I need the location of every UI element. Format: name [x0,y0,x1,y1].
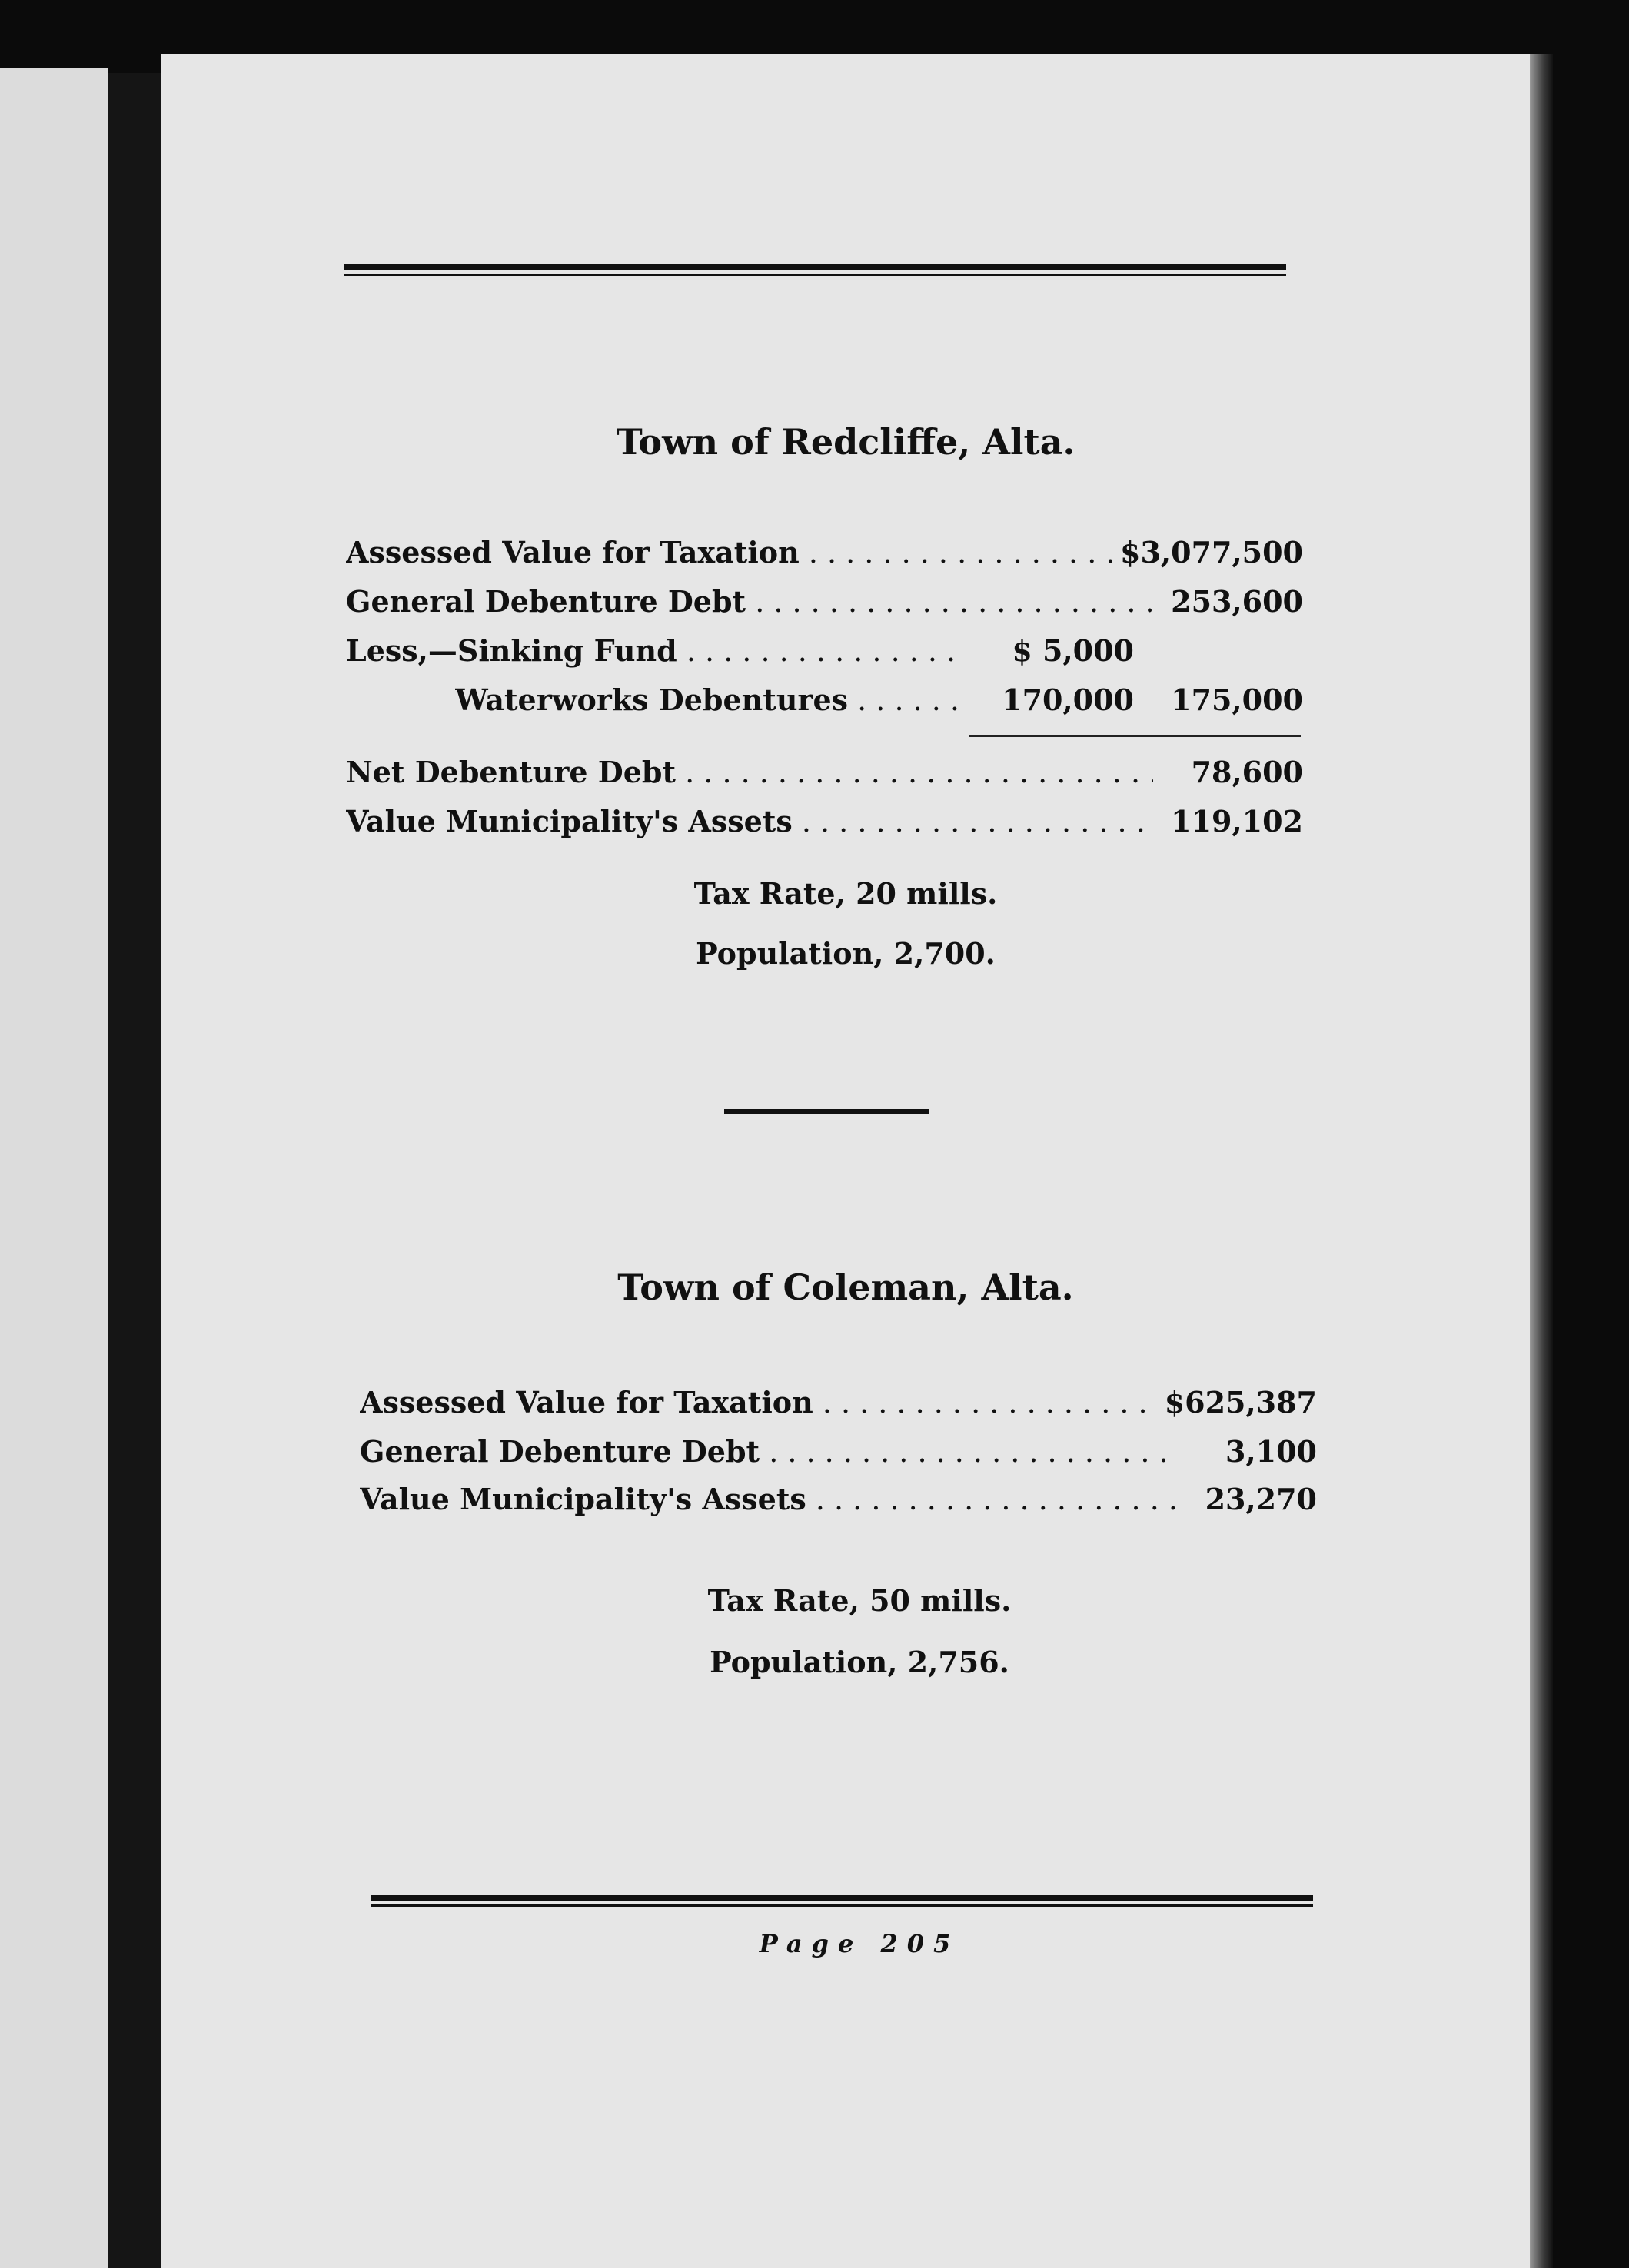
coleman-title: Town of Coleman, Alta. [617,1267,1074,1308]
redcliffe-tax-rate: Tax Rate, 20 mills. [693,876,998,911]
top-double-rule [344,264,1286,276]
left-page-edge [0,68,108,2268]
row-label: Assessed Value for Taxation . . . [346,532,1153,573]
redcliffe-row-general-debt [346,581,1303,623]
coleman-row-assets [360,1479,1317,1520]
row-label: General Debenture Debt . . . [346,581,1153,623]
coleman-tax-rate: Tax Rate, 50 mills. [707,1583,1012,1618]
row-amount: 78,600 [1184,752,1303,793]
document-page [161,54,1530,2268]
binding-gutter [108,73,161,2268]
row-subamount: $ 5,000 [1004,630,1134,672]
row-amount: $625,387 [1157,1382,1317,1423]
bottom-double-rule [371,1895,1313,1907]
row-label: Less,—Sinking Fund . . . [346,630,961,672]
row-label: Waterworks Debentures . . . [455,679,961,721]
page-number: Page 205 [759,1929,960,1958]
redcliffe-row-sinking-fund [346,630,1303,672]
row-label: Value Municipality's Assets . . . [346,801,1153,842]
redcliffe-row-assets [346,801,1303,842]
row-amount: 23,270 [1198,1479,1317,1520]
coleman-row-assessed [360,1382,1317,1423]
coleman-row-general-debt [360,1431,1317,1473]
row-amount: 3,100 [1218,1431,1317,1473]
row-label: Net Debenture Debt . . . [346,752,1153,793]
row-amount: 119,102 [1163,801,1303,842]
row-label: General Debenture Debt . . . [360,1431,1175,1473]
section-divider [724,1109,929,1114]
redcliffe-row-assessed [346,532,1303,573]
row-amount: $3,077,500 [1112,532,1303,573]
coleman-population: Population, 2,756. [710,1645,1009,1679]
subtotal-rule [969,735,1301,737]
row-subamount: 170,000 [994,679,1134,721]
redcliffe-row-waterworks [346,679,1303,721]
redcliffe-title: Town of Redcliffe, Alta. [616,421,1075,463]
row-amount: 175,000 [1163,679,1303,721]
row-amount: 253,600 [1163,581,1303,623]
row-label: Assessed Value for Taxation . . . [360,1382,1175,1423]
redcliffe-population: Population, 2,700. [696,936,996,971]
redcliffe-row-net-debt [346,752,1303,793]
row-label: Value Municipality's Assets . . . [360,1479,1175,1520]
